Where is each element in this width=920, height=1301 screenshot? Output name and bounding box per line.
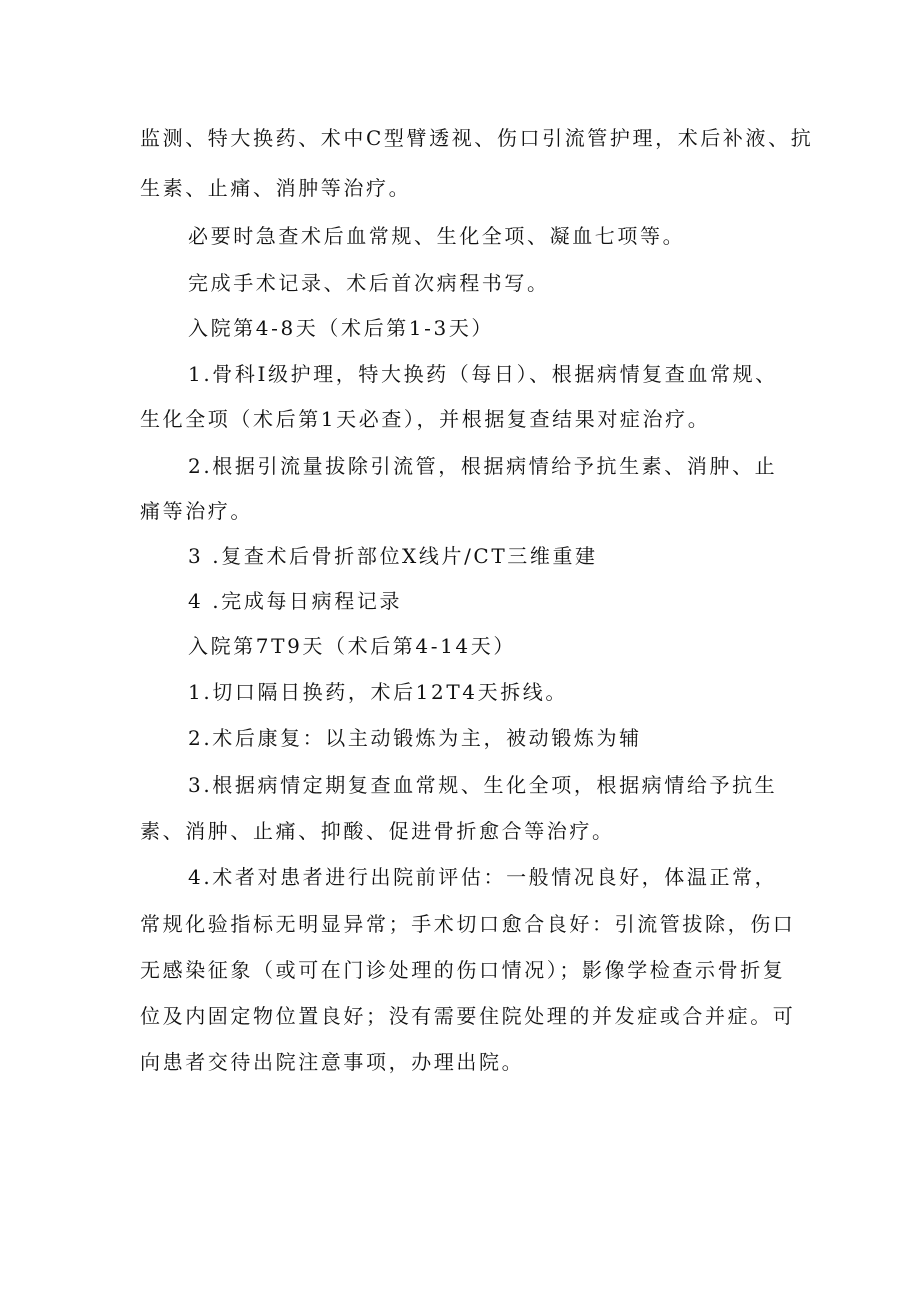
list-item: 1.切口隔日换药，术后12T4天拆线。 (188, 680, 568, 704)
text-line: 生素、止痛、消肿等治疗。 (140, 176, 412, 200)
section-heading: 入院第7T9天（术后第4-14天） (188, 634, 516, 658)
list-item: 2.根据引流量拔除引流管，根据病情给予抗生素、消肿、止 (188, 454, 778, 478)
text-line: 向患者交待出院注意事项，办理出院。 (140, 1050, 525, 1074)
text-line: 常规化验指标无明显异常；手术切口愈合良好：引流管拔除，伤口 (140, 912, 796, 936)
text-line: 必要时急查术后血常规、生化全项、凝血七项等。 (188, 224, 686, 248)
text-line: 无感染征象（或可在门诊处理的伤口情况）；影像学检查示骨折复 (140, 958, 786, 982)
text-line: 位及内固定物位置良好；没有需要住院处理的并发症或合并症。可 (140, 1004, 796, 1028)
text-line: 监测、特大换药、术中C型臂透视、伤口引流管护理，术后补液、抗 (140, 126, 814, 150)
text-line: 生化全项（术后第1天必查），并根据复查结果对症治疗。 (140, 407, 711, 431)
list-item: 2.术后康复：以主动锻炼为主，被动锻炼为辅 (188, 726, 642, 750)
text-line: 痛等治疗。 (140, 499, 253, 523)
list-item: 4.术者对患者进行出院前评估：一般情况良好，体温正常， (188, 865, 778, 889)
text-line: 素、消肿、止痛、抑酸、促进骨折愈合等治疗。 (140, 819, 615, 843)
list-item: 4 .完成每日病程记录 (188, 589, 403, 613)
list-item: 1.骨科I级护理，特大换药（每日）、根据病情复查血常规、 (188, 362, 778, 386)
list-item: 3.根据病情定期复查血常规、生化全项，根据病情给予抗生 (188, 773, 778, 797)
text-line: 完成手术记录、术后首次病程书写。 (188, 271, 550, 295)
section-heading: 入院第4-8天（术后第1-3天） (188, 316, 495, 340)
list-item: 3 .复查术后骨折部位X线片/CT三维重建 (188, 544, 598, 568)
